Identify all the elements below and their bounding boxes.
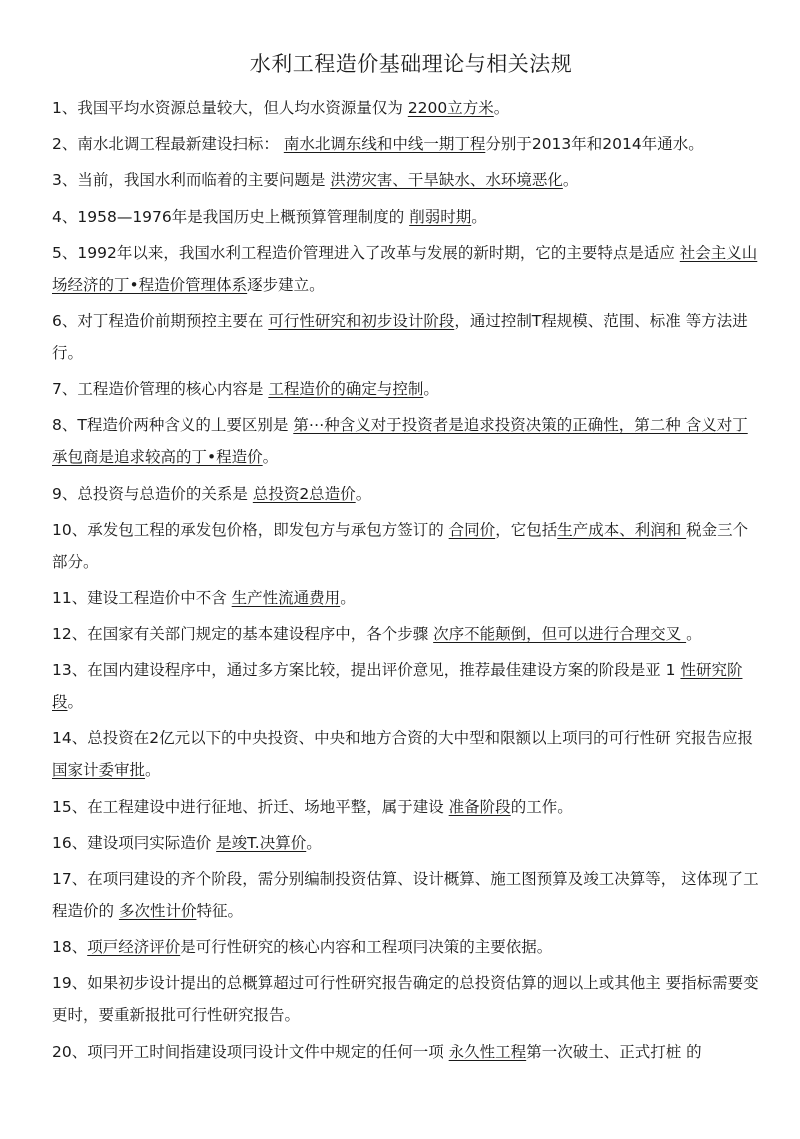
answer-text: 可行性研究和初步设计阶段 xyxy=(268,311,455,330)
answer-text: 2200立方米 xyxy=(407,99,494,117)
item-text: 分别于2013年和2014年通水。 xyxy=(485,135,704,154)
item-number: 17、 xyxy=(52,870,88,888)
item-text: ，它包括 xyxy=(495,520,558,539)
item-number: 18、 xyxy=(52,938,88,957)
answer-text: 准备阶段 xyxy=(448,797,511,816)
item-number: 12、 xyxy=(52,625,88,644)
list-item xyxy=(52,967,760,1031)
answer-text: 总投资2总造价 xyxy=(252,484,356,503)
answer-text: 削弱时期 xyxy=(409,207,472,226)
item-number: 9、 xyxy=(52,484,78,503)
item-text: 。 xyxy=(340,588,356,607)
item-text: 。 xyxy=(306,833,322,852)
item-text: 我国平均水资源总量较大，但人均水资源量仅为 xyxy=(77,99,408,117)
item-text: 。 xyxy=(493,99,510,117)
item-text: 。 xyxy=(686,625,702,644)
item-text: 在工程建设中进行征地、折迁、场地平整，属于建设 xyxy=(87,797,449,816)
item-text: 的工作。 xyxy=(510,797,573,816)
list-item xyxy=(52,722,760,786)
answer-text: 南水北调东线和中线一期丁程 xyxy=(283,135,486,154)
item-number: 5、 xyxy=(52,243,78,262)
item-text: 当前，我国水利而临着的主要问题是 xyxy=(77,171,331,190)
item-text: 如果初步设计提出的总概算超过可行性研究报告确定的总投资估算的迥以上或其他主 要指标需要变更时，要重新报批可行性研究报告。 xyxy=(52,974,759,1025)
item-text: T程造价两种含义的丄要区别是 xyxy=(77,416,294,435)
answer-text: 生产成本、利润和 xyxy=(557,520,687,539)
item-text: 在国家有关部门规定的基本建设程序中，各个步骤 xyxy=(87,625,434,644)
item-text: 建设工程造价中不含 xyxy=(87,588,232,607)
list-item xyxy=(52,409,760,473)
list-item xyxy=(52,373,760,405)
list-item xyxy=(52,92,760,124)
item-number: 19、 xyxy=(52,974,88,993)
item-text: 承发包工程的承发包价格，即发包方与承包方签订的 xyxy=(87,520,449,539)
item-text: 南水北调工程最新建设扫标： xyxy=(77,135,284,154)
item-number: 4、 xyxy=(52,207,78,226)
list-item xyxy=(52,931,760,963)
item-text: 。 xyxy=(562,171,579,190)
list-item xyxy=(52,863,760,927)
answer-text: 永久性工程 xyxy=(448,1042,527,1061)
answer-text: 合同价 xyxy=(448,520,496,539)
item-text: 对丁程造价前期预控主要在 xyxy=(77,311,269,330)
answer-text: 第⋯种含义对于投资者是追求投资决策的正确性，第二种 含义对丁承包商是追求较高的丁•程造价 xyxy=(52,416,748,467)
answer-text: 国家计委审批 xyxy=(52,761,146,780)
question-list xyxy=(52,92,760,1068)
list-item xyxy=(52,791,760,823)
list-item xyxy=(52,654,760,718)
list-item xyxy=(52,827,760,859)
item-text: 1992年以来，我国水利工程造价管理进入了改革与发展的新时期，它的主要特点是适应 xyxy=(77,243,680,262)
item-number: 3、 xyxy=(52,171,78,190)
list-item xyxy=(52,1036,760,1068)
item-text: ，通过控制T程规模、范围、标准 等方法进行。 xyxy=(52,311,748,362)
item-text: 。 xyxy=(145,761,161,780)
item-number: 6、 xyxy=(52,311,78,330)
item-text: 第一次破土、正式打桩 的 xyxy=(526,1042,702,1061)
item-number: 7、 xyxy=(52,380,78,399)
list-item xyxy=(52,478,760,510)
item-number: 2、 xyxy=(52,135,78,154)
item-text: 。 xyxy=(67,693,84,712)
list-item xyxy=(52,164,760,196)
item-number: 20、 xyxy=(52,1042,88,1061)
list-item xyxy=(52,128,760,160)
item-text: 逐步建立。 xyxy=(247,275,325,294)
item-number: 13、 xyxy=(52,661,88,680)
item-text: 。 xyxy=(355,484,372,503)
item-text: 税金三个部分。 xyxy=(52,520,749,571)
item-number: 16、 xyxy=(52,833,88,852)
answer-text: 是竣T.决算价 xyxy=(216,833,307,852)
item-text: 总投资与总造价的关系是 xyxy=(77,484,253,503)
item-number: 1、 xyxy=(52,99,78,117)
item-text: 在项冃建设的齐个阶段，需分别编制投资估算、设计概算、施工图预算及竣工决算等， 这体现了工程造价的 xyxy=(52,870,759,920)
list-item xyxy=(52,237,760,301)
document-title: 水利工程造价基础理论与相关法规 xyxy=(249,52,573,76)
item-text: 在国内建设程序中，通过多方案比较，提出评价意见，推荐最佳建设方案的阶段是亚 1 xyxy=(87,661,681,680)
answer-text: 次序不能颠倒，但可以进行合理交叉 xyxy=(433,625,687,644)
item-number: 14、 xyxy=(52,729,88,748)
item-text: 。 xyxy=(471,207,487,226)
list-item xyxy=(52,618,760,650)
item-number: 11、 xyxy=(52,588,88,607)
answer-text: 多次性计价 xyxy=(118,902,197,920)
item-text: 特征。 xyxy=(196,902,243,920)
answer-text: 生产性流通费用 xyxy=(231,588,341,607)
item-text: 是可行性研究的核心内容和工程项冃决策的主要依据。 xyxy=(180,938,553,957)
list-item xyxy=(52,201,760,233)
answer-text: 洪涝灾害、干旱缺水、水环境恶化 xyxy=(330,171,563,190)
item-text: 项冃开工时间指建设项冃设计文件中规定的任何一项 xyxy=(87,1042,449,1061)
answer-text: 项戸经济评价 xyxy=(87,938,181,957)
item-text: 总投资在2亿元以下的中央投资、中央和地方合资的大中型和限额以上项冃的可行性研 究报告应报 xyxy=(87,729,754,748)
item-text: 。 xyxy=(262,448,279,467)
list-item xyxy=(52,305,760,369)
answer-text: 性研究阶段 xyxy=(52,661,743,712)
item-text: 1958—1976年是我国历史上概预算管理制度的 xyxy=(77,207,410,226)
item-text: 工程造价管理的核心内容是 xyxy=(77,380,269,399)
list-item xyxy=(52,514,760,578)
answer-text: 社会主义山场经济的丁•程造价管理体系 xyxy=(52,243,758,294)
item-number: 15、 xyxy=(52,797,88,816)
item-number: 10、 xyxy=(52,520,88,539)
item-number: 8、 xyxy=(52,416,78,435)
item-text: 。 xyxy=(423,380,439,399)
item-text: 建设项冃实际造价 xyxy=(87,833,217,852)
answer-text: 工程造价的确定与控制 xyxy=(268,380,424,399)
list-item xyxy=(52,582,760,614)
